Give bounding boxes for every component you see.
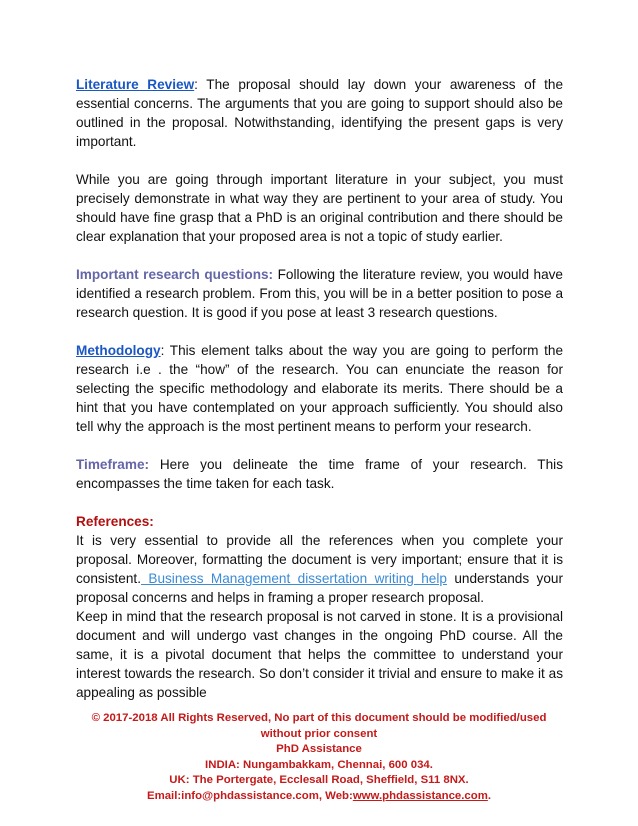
methodology-text: This element talks about the way you are going to perform the research i.e . the “how” of the research. You can enunciate the reason for selecting the specific methodology and elaborate its merits. There should be a hint that you have contemplated on your approach sufficiently. You should also tell why the approach is the most pertinent means to perform your research. xyxy=(76,343,563,434)
footer-consent-line: without prior consent xyxy=(260,727,378,740)
footer-uk-address: UK: The Portergate, Ecclesall Road, Sheffield, S11 8NX. xyxy=(169,774,469,786)
literature-review-text: The proposal should lay down your awareness of the essential concerns. The arguments that you are going to support should also be outlined in the proposal. Notwithstanding, identifying the present gaps is very important. xyxy=(76,77,564,149)
timeframe-heading: Timeframe: xyxy=(76,457,150,472)
footer-india-address: INDIA: Nungambakkam, Chennai, 600 034. xyxy=(205,758,433,771)
methodology-link[interactable]: Methodology xyxy=(76,343,161,358)
literature-review-paragraph xyxy=(76,75,563,151)
references-heading: References: xyxy=(76,514,154,529)
proposal-note-paragraph: Keep in mind that the research proposal is not carved in stone. It is a provisional document and will undergo vast changes in the ongoing PhD course. All the same, it is a pivotal document that helps the committee to understand your interest towards the research. So don’t consider it trivial and ensure to make it as appealing as possible xyxy=(76,609,563,700)
references-text-after: understands your proposal concerns and helps in framing a proper research proposal. xyxy=(76,571,563,605)
business-management-link[interactable]: Business Management dissertation writing help xyxy=(140,571,447,586)
footer-email: Email:info@phdassistance.com, Web: xyxy=(146,789,353,802)
literature-review-link[interactable]: Literature Review xyxy=(76,77,195,92)
footer-copyright-line: © 2017-2018 All Rights Reserved, No part of this document should be modified/used xyxy=(91,712,547,724)
methodology-paragraph xyxy=(76,341,563,436)
methodology-separator: : xyxy=(160,343,170,358)
research-questions-heading: Important research questions: xyxy=(76,267,274,282)
timeframe-paragraph xyxy=(76,455,563,493)
copyright-footer xyxy=(60,711,578,804)
footer-company-name: PhD Assistance xyxy=(276,743,362,755)
research-questions-paragraph xyxy=(76,265,563,322)
timeframe-text: Here you delineate the time frame of your research. This encompasses the time taken for each task. xyxy=(76,457,563,491)
document-body xyxy=(76,75,563,702)
references-heading-line xyxy=(76,512,563,531)
footer-web-link[interactable]: www.phdassistance.com xyxy=(352,789,488,802)
footer-period: . xyxy=(487,789,492,802)
literature-continued-paragraph: While you are going through important literature in your subject, you must precisely demonstrate in what way they are pertinent to your area of study. You should have fine grasp that a PhD is an original contribution and there should be clear explanation that your proposed area is not a topic of study earlier. xyxy=(76,172,563,244)
references-paragraph xyxy=(76,531,563,607)
references-text-before: It is very essential to provide all the references when you complete your proposal. Moreover, formatting the document is very important; ensure that it is consistent. xyxy=(76,533,563,586)
research-questions-text: Following the literature review, you would have identified a research problem. From this, you will be in a better position to pose a research question. It is good if you pose at least 3 research questions. xyxy=(76,267,563,320)
literature-review-separator: : xyxy=(194,77,207,92)
footer-contact-line xyxy=(60,789,578,805)
